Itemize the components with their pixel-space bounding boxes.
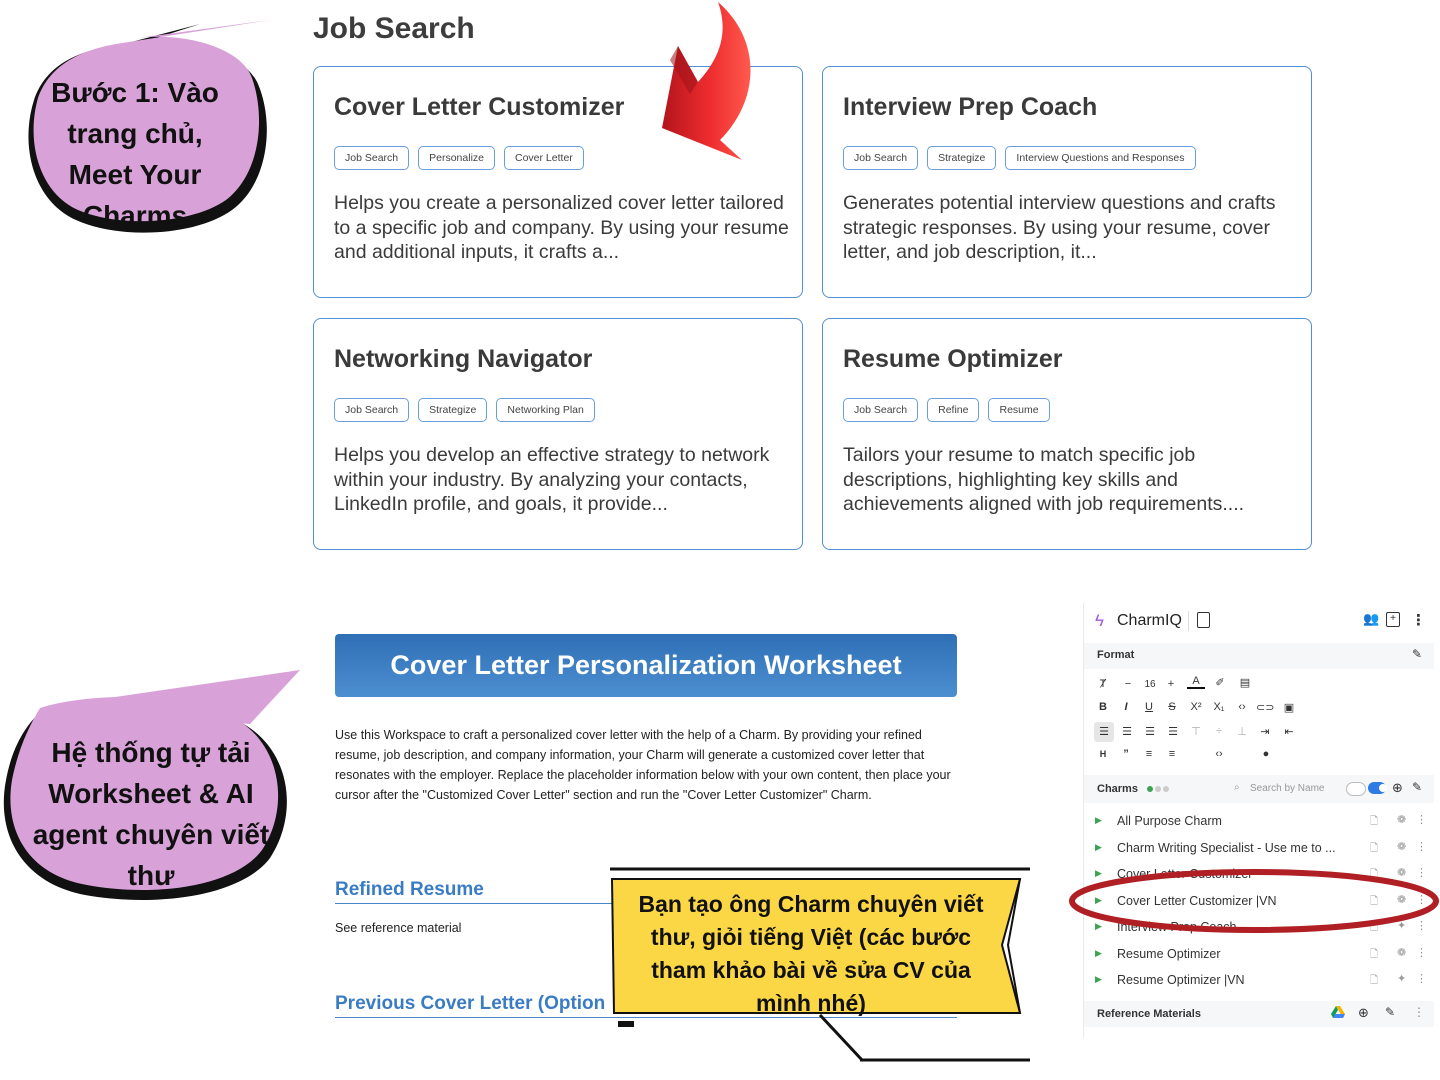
play-icon[interactable]: ▶ [1095, 921, 1102, 931]
play-icon[interactable]: ▶ [1095, 868, 1102, 878]
document-icon[interactable]: 🗋 [1370, 922, 1379, 933]
openai-icon: ❁ [1397, 867, 1407, 879]
document-icon[interactable]: 🗋 [1370, 896, 1379, 907]
play-icon[interactable]: ▶ [1095, 842, 1102, 852]
more-icon[interactable]: ⋮ [1416, 814, 1427, 826]
tag: Strategize [418, 398, 487, 422]
tag: Job Search [843, 398, 918, 422]
code-block-icon[interactable]: ‹› [1215, 748, 1223, 760]
play-icon[interactable]: ▶ [1095, 974, 1102, 984]
sparkle-icon: ✦ [1397, 973, 1407, 985]
format-header [1084, 643, 1434, 669]
superscript-icon[interactable]: X² [1190, 701, 1202, 713]
tag: Interview Questions and Responses [1005, 146, 1195, 170]
status-dot-icon [1155, 786, 1161, 792]
bold-icon[interactable]: B [1099, 701, 1107, 713]
tag: Job Search [334, 146, 409, 170]
openai-icon: ❁ [1397, 947, 1407, 959]
document-icon[interactable]: 🗋 [1370, 816, 1379, 827]
charms-label: Charms [1097, 783, 1138, 795]
decrease-font-icon[interactable]: − [1124, 678, 1132, 690]
charm-item[interactable] [1095, 968, 1425, 994]
align-left-icon[interactable]: ☰ [1099, 726, 1109, 738]
document-icon[interactable]: 🗋 [1370, 843, 1379, 854]
link-icon[interactable]: ⊂⊃ [1256, 702, 1275, 714]
tag: Networking Plan [496, 398, 594, 422]
tag: Refine [927, 398, 979, 422]
charm-name: Cover Letter Customizer |VN [1117, 894, 1277, 908]
add-circle-icon[interactable]: ⊕ [1392, 780, 1403, 795]
add-document-icon[interactable]: + [1386, 612, 1400, 627]
card-description: Helps you develop an effective strategy to network within your industry. By analyzing your contacts, LinkedIn profile, and goals, it provide... [334, 444, 770, 515]
more-icon[interactable]: ⋮ [1413, 1005, 1425, 1019]
card-title: Interview Prep Coach [843, 93, 1098, 121]
openai-icon: ❁ [1397, 841, 1407, 853]
card-description: Tailors your resume to match specific job descriptions, highlighting key skills and achievements aligned with job requirements.... [843, 444, 1245, 515]
status-dot-icon [1163, 786, 1169, 792]
openai-icon: ❁ [1397, 894, 1407, 906]
card-interview-prep-coach[interactable] [822, 66, 1312, 298]
document-icon[interactable] [1197, 612, 1210, 628]
valign-middle-icon[interactable]: ÷ [1215, 725, 1223, 737]
play-icon[interactable]: ▶ [1095, 948, 1102, 958]
tag: Job Search [843, 146, 918, 170]
more-icon[interactable]: ⋮ [1416, 947, 1427, 959]
format-label: Format [1097, 649, 1135, 661]
highlight-icon[interactable]: ✐ [1215, 677, 1225, 689]
charm-name: Resume Optimizer [1117, 947, 1221, 961]
bubble-2-text: Hệ thống tự tải Worksheet & AI agent chuyên viết thư [32, 737, 270, 891]
card-resume-optimizer[interactable] [822, 318, 1312, 550]
more-icon[interactable]: ⋮ [1416, 841, 1427, 853]
play-icon[interactable]: ▶ [1095, 895, 1102, 905]
italic-icon[interactable]: I [1124, 701, 1128, 713]
page-title: Job Search [313, 12, 475, 45]
add-circle-icon[interactable]: ⊕ [1358, 1005, 1369, 1020]
openai-icon: ❁ [1397, 814, 1407, 826]
play-icon[interactable]: ▶ [1095, 815, 1102, 825]
align-center-icon[interactable]: ☰ [1122, 726, 1132, 738]
more-icon[interactable]: ⋮ [1411, 612, 1426, 629]
numbered-list-icon[interactable]: ≡ [1168, 748, 1176, 760]
card-description: Helps you create a personalized cover letter tailored to a specific job and company. By using your resume and additional inputs, it crafts a... [334, 192, 789, 263]
heading-icon[interactable]: H [1099, 749, 1107, 759]
red-arrow-icon [650, 0, 770, 190]
charm-name: Interview Prep Coach [1117, 920, 1237, 934]
more-icon[interactable]: ⋮ [1416, 894, 1427, 906]
pencil-icon[interactable]: ✎ [1412, 780, 1423, 794]
tag: Strategize [927, 146, 996, 170]
bullet-list-icon[interactable]: ≡ [1145, 748, 1153, 760]
charm-name: Charm Writing Specialist - Use me to ... [1117, 841, 1336, 855]
tag: Personalize [418, 146, 495, 170]
pencil-icon[interactable]: ✎ [1412, 647, 1423, 661]
document-icon[interactable]: 🗋 [1370, 869, 1379, 880]
pencil-icon[interactable]: ✎ [1385, 1005, 1396, 1019]
previous-cover-letter-heading: Previous Cover Letter (Option [335, 993, 606, 1014]
tag: Cover Letter [504, 146, 584, 170]
more-icon[interactable]: ⋮ [1416, 867, 1427, 879]
charm-name: Cover Letter Customizer [1117, 867, 1253, 881]
card-title: Cover Letter Customizer [334, 93, 625, 121]
charm-item[interactable] [1095, 836, 1425, 862]
valign-bottom-icon[interactable]: ⊥ [1237, 726, 1247, 738]
worksheet-intro: Use this Workspace to craft a personalized cover letter with the help of a Charm. By providing your refined resume, job description, and company information, your Charm will generate a customized cover letter that resonates with the employer. Replace the placeholder information below with your own content, then place your cursor after the "Customized Cover Letter" section and run the "Cover Letter Customizer" Charm. [335, 728, 951, 802]
font-size-value[interactable]: 16 [1144, 679, 1156, 690]
dot-icon[interactable]: ● [1262, 748, 1270, 760]
card-title: Resume Optimizer [843, 345, 1063, 373]
text-color-icon[interactable]: A [1187, 675, 1205, 689]
toggle-knob [1379, 784, 1387, 792]
heading-rule [335, 903, 625, 904]
charm-name: All Purpose Charm [1117, 814, 1222, 828]
refined-resume-text: See reference material [335, 921, 462, 935]
valign-top-icon[interactable]: ⊤ [1191, 726, 1201, 738]
quote-icon[interactable]: ” [1123, 748, 1129, 760]
align-right-icon[interactable]: ☰ [1145, 726, 1155, 738]
charm-name: Resume Optimizer |VN [1117, 973, 1245, 987]
document-icon[interactable]: 🗋 [1370, 975, 1379, 986]
refined-resume-heading: Refined Resume [335, 879, 484, 900]
justify-icon[interactable]: ☰ [1168, 726, 1178, 738]
increase-font-icon[interactable]: + [1167, 678, 1175, 690]
lightning-icon: ϟ [1095, 611, 1104, 630]
outdent-icon[interactable]: ⇤ [1284, 726, 1294, 738]
highlight-ellipse [1066, 866, 1440, 938]
search-input[interactable]: Search by Name [1250, 783, 1325, 794]
toggle-off[interactable] [1346, 782, 1366, 796]
tag: Resume [988, 398, 1049, 422]
worksheet-title: Cover Letter Personalization Worksheet [335, 634, 957, 697]
document-icon[interactable]: 🗋 [1370, 949, 1379, 960]
subscript-icon[interactable]: X₁ [1213, 701, 1225, 713]
more-icon[interactable]: ⋮ [1416, 973, 1427, 985]
image-icon[interactable]: ▣ [1283, 702, 1295, 714]
sparkle-icon: ✦ [1397, 920, 1407, 932]
comment-icon[interactable]: ▤ [1239, 677, 1251, 689]
google-drive-icon[interactable] [1331, 1006, 1345, 1018]
strikethrough-icon[interactable]: S [1168, 701, 1176, 713]
tag: Job Search [334, 398, 409, 422]
users-icon[interactable]: 👥 [1363, 611, 1380, 626]
divider [1188, 611, 1189, 631]
indent-icon[interactable]: ⇥ [1260, 726, 1270, 738]
app-name: CharmIQ [1117, 612, 1182, 629]
charm-item[interactable] [1095, 809, 1425, 835]
card-networking-navigator[interactable] [313, 318, 803, 550]
callout-text: Bạn tạo ông Charm chuyên viết thư, giỏi tiếng Việt (các bước tham khảo bài về sửa CV của mình nhé) [638, 891, 984, 1016]
status-dot-icon [1147, 786, 1153, 792]
search-icon: ⌕ [1234, 782, 1240, 793]
bubble-1-text: Bước 1: Vào trang chủ, Meet Your Charms [51, 77, 219, 231]
reference-label: Reference Materials [1097, 1008, 1201, 1020]
charm-item[interactable] [1095, 942, 1425, 968]
more-icon[interactable]: ⋮ [1416, 920, 1427, 932]
underline-icon[interactable]: U [1145, 701, 1153, 713]
clear-format-icon[interactable]: Ⱦ [1099, 678, 1107, 690]
card-description: Generates potential interview questions and crafts strategic responses. By using your resume, cover letter, and job description, it... [843, 192, 1276, 263]
card-title: Networking Navigator [334, 345, 593, 373]
code-icon[interactable]: ‹› [1238, 701, 1246, 713]
